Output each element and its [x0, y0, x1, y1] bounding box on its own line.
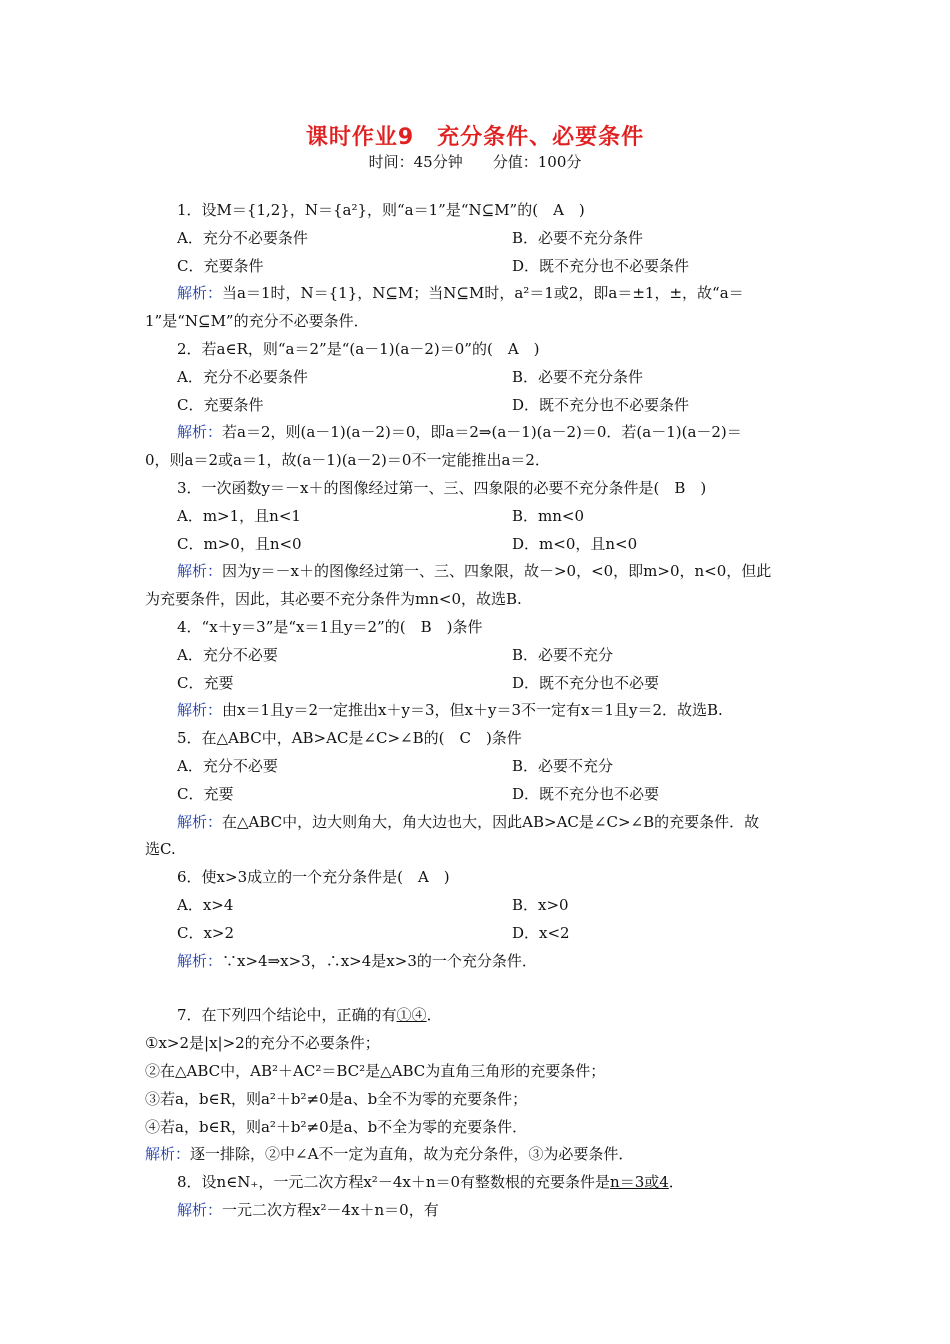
q6-option-c: C．x>2 — [177, 923, 235, 942]
q4-options-row2 — [145, 670, 805, 698]
q5-analysis-text-1: 在△ABC中，边大则角大，角大边也大，因此AB>AC是∠C>∠B的充要条件．故 — [222, 812, 760, 831]
q6-option-d: D．x<2 — [512, 923, 570, 942]
analysis-label: 解析： — [145, 1145, 191, 1164]
q5-analysis — [145, 809, 805, 837]
q6-option-b: B．x>0 — [512, 895, 569, 914]
q4-stem: 4．“x＋y＝3”是“x＝1且y＝2”的( B )条件 — [177, 617, 483, 636]
q1-analysis — [145, 280, 805, 308]
q7-analysis-text-1: 逐一排除，②中∠A不一定为直角，故为充分条件，③为必要条件． — [190, 1145, 634, 1164]
q2-option-b: B．必要不充分条件 — [512, 367, 644, 386]
analysis-label: 解析： — [177, 812, 223, 831]
q7-analysis — [145, 1141, 805, 1169]
q2-analysis-text-1: 若a＝2，则(a－1)(a－2)＝0，即a＝2⇒(a－1)(a－2)＝0．若(a－1)(a－2)＝ — [222, 423, 742, 442]
section-gap — [145, 975, 805, 1002]
q1-option-c: C．充要条件 — [177, 256, 264, 275]
q7-statement-1: ①x>2是|x|>2的充分不必要条件； — [145, 1034, 380, 1053]
q5-options-row1 — [145, 753, 805, 781]
q2-option-c: C．充要条件 — [177, 395, 264, 414]
q6-analysis — [145, 948, 805, 976]
q7-stem-text: 7．在下列四个结论中，正确的有 — [177, 1006, 397, 1025]
q4-option-d: D．既不充分也不必要 — [512, 673, 660, 692]
q1-options-row1 — [145, 225, 805, 253]
q8-analysis — [145, 1197, 805, 1225]
q8-answer: n＝3或4 — [610, 1173, 669, 1192]
analysis-label: 解析： — [177, 951, 223, 970]
q6-analysis-text-1: ∵x>4⇒x>3，∴x>4是x>3的一个充分条件． — [222, 951, 537, 970]
q7-statement-3: ③若a，b∈R，则a²＋b²≠0是a、b全不为零的充要条件； — [145, 1089, 528, 1108]
page-title: 课时作业9 充分条件、必要条件 — [305, 125, 645, 150]
q4-option-b: B．必要不充分 — [512, 645, 614, 664]
q3-option-c: C．m>0，且n<0 — [177, 534, 302, 553]
q5-option-c: C．充要 — [177, 784, 234, 803]
q7-statement-4: ④若a，b∈R，则a²＋b²≠0是a、b不全为零的充要条件． — [145, 1117, 528, 1136]
q6-options-row1 — [145, 892, 805, 920]
q7-answer: ①④ — [396, 1006, 427, 1025]
q1-option-a: A．充分不必要条件 — [177, 228, 308, 247]
analysis-label: 解析： — [177, 423, 223, 442]
q8-analysis-text-1: 一元二次方程x²－4x＋n＝0，有 — [222, 1200, 439, 1219]
q6-stem: 6．使x>3成立的一个充分条件是( A ) — [177, 868, 450, 887]
q8-stem-text: 8．设n∈N₊，一元二次方程x²－4x＋n＝0有整数根的充要条件是 — [177, 1173, 611, 1192]
page-subtitle: 时间：45分钟 分值：100分 — [368, 153, 582, 171]
q2-options-row2 — [145, 392, 805, 420]
q3-option-d: D．m<0，且n<0 — [512, 534, 638, 553]
q1-analysis-text-2: 1”是“N⊆M”的充分不必要条件． — [145, 312, 369, 331]
q3-option-b: B．mn<0 — [512, 506, 585, 525]
q1-stem: 1．设M＝{1,2}，N＝{a²}，则“a＝1”是“N⊆M”的( A ) — [177, 201, 585, 219]
q8-stem — [145, 1169, 805, 1197]
q4-analysis — [145, 697, 805, 725]
q7-statement-2: ②在△ABC中，AB²＋AC²＝BC²是△ABC为直角三角形的充要条件； — [145, 1061, 606, 1080]
q5-stem: 5．在△ABC中，AB>AC是∠C>∠B的( C )条件 — [177, 729, 522, 748]
q1-option-b: B．必要不充分条件 — [512, 228, 644, 247]
q2-option-d: D．既不充分也不必要条件 — [512, 395, 690, 414]
q1-option-d: D．既不充分也不必要条件 — [512, 256, 690, 275]
q5-options-row2 — [145, 781, 805, 809]
q4-option-a: A．充分不必要 — [177, 645, 278, 664]
q4-analysis-text-1: 由x＝1且y＝2一定推出x＋y＝3，但x＋y＝3不一定有x＝1且y＝2．故选B. — [222, 701, 723, 720]
q3-options-row1 — [145, 503, 805, 531]
q3-options-row2 — [145, 531, 805, 559]
q1-options-row2 — [145, 253, 805, 281]
q2-analysis — [145, 419, 805, 447]
q5-option-d: D．既不充分也不必要 — [512, 784, 660, 803]
q3-analysis-text-2: 为充要条件，因此，其必要不充分条件为mn<0，故选B. — [145, 590, 522, 609]
q3-stem: 3．一次函数y＝－x＋的图像经过第一、三、四象限的必要不充分条件是( B ) — [177, 478, 707, 497]
q4-options-row1 — [145, 642, 805, 670]
q5-option-b: B．必要不充分 — [512, 756, 614, 775]
q3-analysis-text-1: 因为y＝－x＋的图像经过第一、三、四象限，故－>0，<0，即m>0，n<0，但此 — [222, 562, 772, 581]
q2-analysis-text-2: 0，则a＝2或a＝1，故(a－1)(a－2)＝0不一定能推出a＝2． — [145, 451, 550, 470]
q4-option-c: C．充要 — [177, 673, 234, 692]
q2-options-row1 — [145, 364, 805, 392]
q3-analysis — [145, 558, 805, 586]
analysis-label: 解析： — [177, 701, 223, 720]
q3-option-a: A．m>1，且n<1 — [177, 506, 301, 525]
q6-option-a: A．x>4 — [177, 895, 234, 914]
q1-analysis-text-1: 当a＝1时，N＝{1}，N⊆M；当N⊆M时，a²＝1或2，即a＝±1，±，故“a＝ — [222, 284, 744, 303]
q7-stem — [145, 1002, 805, 1030]
q2-option-a: A．充分不必要条件 — [177, 367, 308, 386]
q5-analysis-text-2: 选C. — [145, 840, 176, 859]
analysis-label: 解析： — [177, 562, 223, 581]
analysis-label: 解析： — [177, 1200, 223, 1219]
analysis-label: 解析： — [177, 284, 223, 303]
q2-stem: 2．若a∈R，则“a＝2”是“(a－1)(a－2)＝0”的( A ) — [177, 339, 540, 358]
q7-stem-end: ． — [426, 1006, 442, 1025]
q8-stem-end: ． — [668, 1173, 684, 1192]
q6-options-row2 — [145, 920, 805, 948]
document-body — [145, 197, 805, 1225]
q5-option-a: A．充分不必要 — [177, 756, 278, 775]
